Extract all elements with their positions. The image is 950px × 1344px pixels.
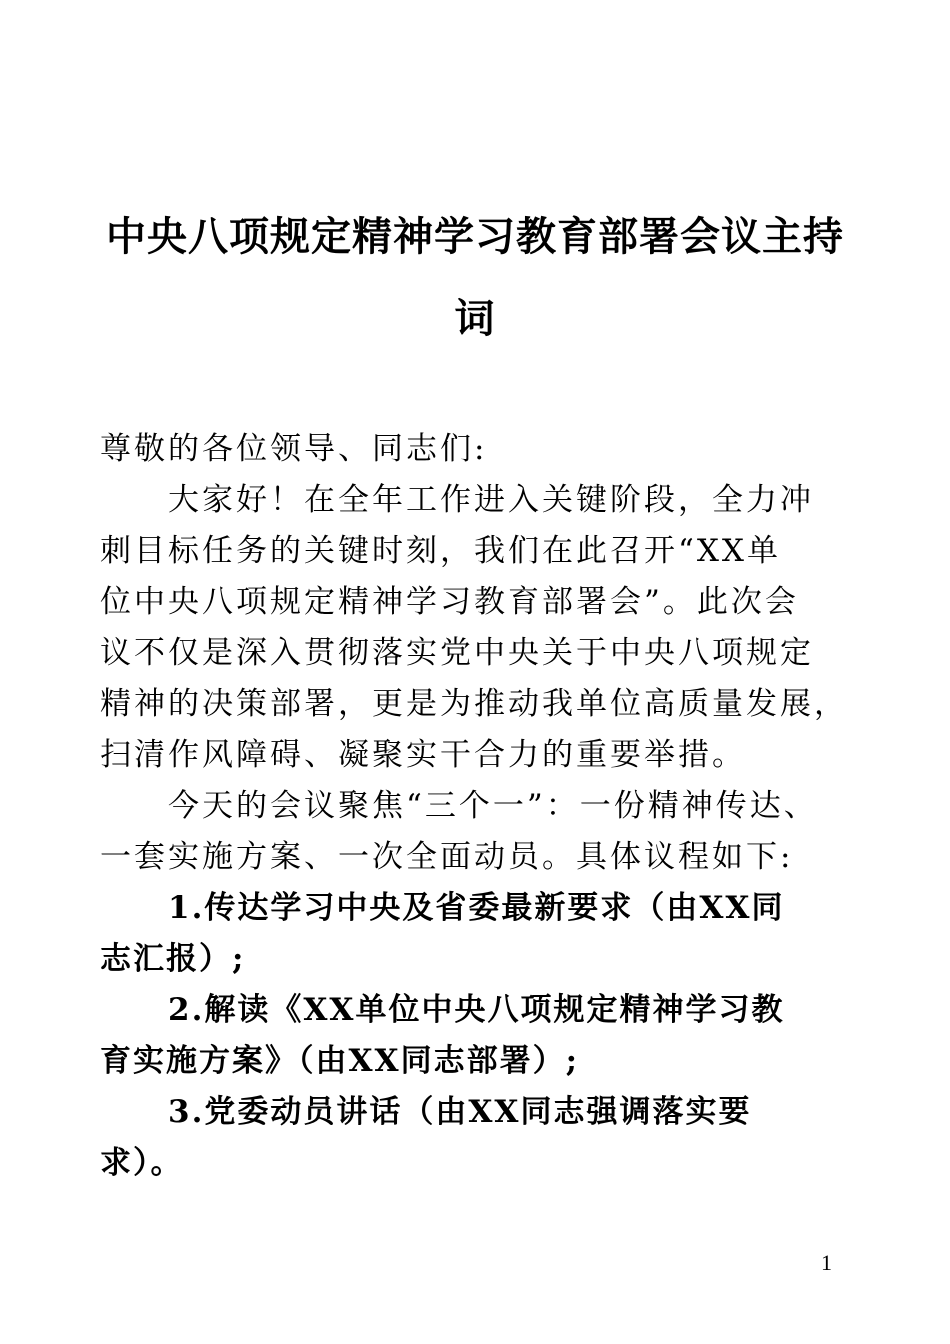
agenda-item-3-line-2: 求）。	[100, 1145, 184, 1181]
salutation: 尊敬的各位领导、同志们:	[100, 431, 488, 467]
paragraph-1-line-6: 扫清作风障碍、凝聚实干合力的重要举措。	[100, 737, 746, 773]
agenda-item-1-line-2: 志汇报）;	[100, 941, 246, 977]
paragraph-1-line-5: 精神的决策部署，更是为推动我单位高质量发展，	[100, 686, 848, 722]
title-line-2: 词	[454, 295, 496, 342]
paragraph-2-line-2: 一套实施方案、一次全面动员。具体议程如下:	[100, 839, 794, 875]
document-body	[100, 424, 870, 1189]
agenda-item-1-line-1: 1.传达学习中央及省委最新要求（由XX同	[168, 890, 785, 926]
agenda-item-3-line-1: 3.党委动员讲话（由XX同志强调落实要	[168, 1094, 752, 1130]
agenda-item-2-line-1: 2.解读《XX单位中央八项规定精神学习教	[168, 992, 785, 1028]
paragraph-1-line-4: 议不仅是深入贯彻落实党中央关于中央八项规定	[100, 635, 814, 671]
title-line-1: 中央八项规定精神学习教育部署会议主持	[106, 213, 844, 260]
paragraph-2-line-1: 今天的会议聚焦“三个一”：一份精神传达、	[168, 788, 818, 824]
paragraph-1-line-2: 刺目标任务的关键时刻，我们在此召开“XX单	[100, 533, 781, 569]
agenda-item-2-line-2: 育实施方案》（由XX同志部署）;	[100, 1043, 580, 1079]
paragraph-1-line-3: 位中央八项规定精神学习教育部署会”。此次会	[100, 584, 799, 620]
paragraph-1-line-1: 大家好！在全年工作进入关键阶段，全力冲	[168, 482, 814, 518]
document-title	[100, 196, 850, 360]
page-number: 1	[821, 1250, 832, 1275]
